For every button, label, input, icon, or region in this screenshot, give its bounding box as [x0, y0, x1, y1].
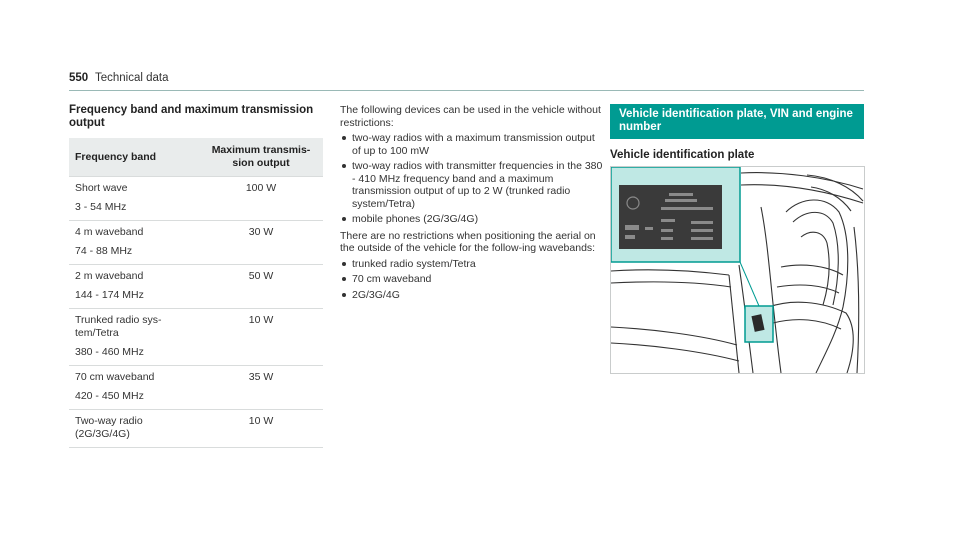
callout-line — [740, 262, 759, 306]
frequency-heading: Frequency band and maximum transmission output — [69, 104, 314, 129]
table-row — [69, 309, 323, 366]
band-range: 144 - 174 MHz — [75, 289, 144, 301]
band-name: 2 m waveband — [75, 270, 144, 282]
device-list — [340, 132, 605, 226]
waveband-list-item: 2G/3G/4G — [340, 289, 605, 302]
devices-column — [340, 104, 605, 305]
frequency-band-cell — [69, 265, 199, 309]
aerial-text: There are no restrictions when positioning the aerial on the outside of the vehicle for the follow-ing wavebands: — [340, 229, 596, 254]
vin-column — [610, 104, 864, 162]
table-header-row — [69, 138, 323, 177]
column-header-output: Maximum transmis-sion output — [199, 138, 323, 177]
band-range: 380 - 460 MHz — [75, 346, 144, 358]
frequency-band-cell — [69, 366, 199, 410]
table-row — [69, 177, 323, 221]
waveband-list — [340, 258, 605, 302]
frequency-band-cell — [69, 221, 199, 265]
max-output-cell: 10 W — [199, 410, 323, 448]
column-header-band: Frequency band — [69, 138, 199, 177]
devices-intro: The following devices can be used in the vehicle without restrictions: — [340, 104, 601, 129]
frequency-column — [69, 104, 325, 448]
page-number: 550 — [69, 72, 89, 84]
table-row — [69, 265, 323, 309]
band-range: 74 - 88 MHz — [75, 245, 133, 257]
device-list-item: mobile phones (2G/3G/4G) — [340, 213, 605, 226]
frequency-table — [69, 138, 323, 448]
band-name: 4 m waveband — [75, 226, 144, 238]
band-name: 70 cm waveband — [75, 371, 155, 383]
band-range: 3 - 54 MHz — [75, 201, 127, 213]
max-output-cell: 100 W — [199, 177, 323, 221]
waveband-list-item: 70 cm waveband — [340, 273, 605, 286]
max-output-cell: 30 W — [199, 221, 323, 265]
page-header — [69, 70, 864, 91]
table-body — [69, 177, 323, 448]
frequency-band-cell — [69, 309, 199, 366]
door-pillar-drawing — [611, 167, 864, 373]
table-row — [69, 366, 323, 410]
vin-plate-subheading: Vehicle identification plate — [610, 149, 755, 161]
frequency-band-cell — [69, 177, 199, 221]
band-name: Two-way radio (2G/3G/4G) — [75, 415, 143, 440]
device-list-item: two-way radios with transmitter frequencies in the 380 - 410 MHz frequency band and a maximum transmission output of up to 2 W (trunked radio system/Tetra) — [340, 160, 605, 210]
vin-plate-illustration — [610, 166, 865, 374]
device-list-item: two-way radios with a maximum transmission output of up to 100 mW — [340, 132, 605, 157]
vin-section-heading: Vehicle identification plate, VIN and engine number — [610, 104, 864, 139]
band-range: 420 - 450 MHz — [75, 390, 144, 402]
waveband-list-item: trunked radio system/Tetra — [340, 258, 605, 271]
table-row — [69, 221, 323, 265]
max-output-cell: 50 W — [199, 265, 323, 309]
frequency-band-cell — [69, 410, 199, 448]
table-row — [69, 410, 323, 448]
max-output-cell: 35 W — [199, 366, 323, 410]
band-name: Trunked radio sys-tem/Tetra — [75, 314, 162, 339]
max-output-cell: 10 W — [199, 309, 323, 366]
band-name: Short wave — [75, 182, 128, 194]
section-title: Technical data — [95, 72, 169, 84]
